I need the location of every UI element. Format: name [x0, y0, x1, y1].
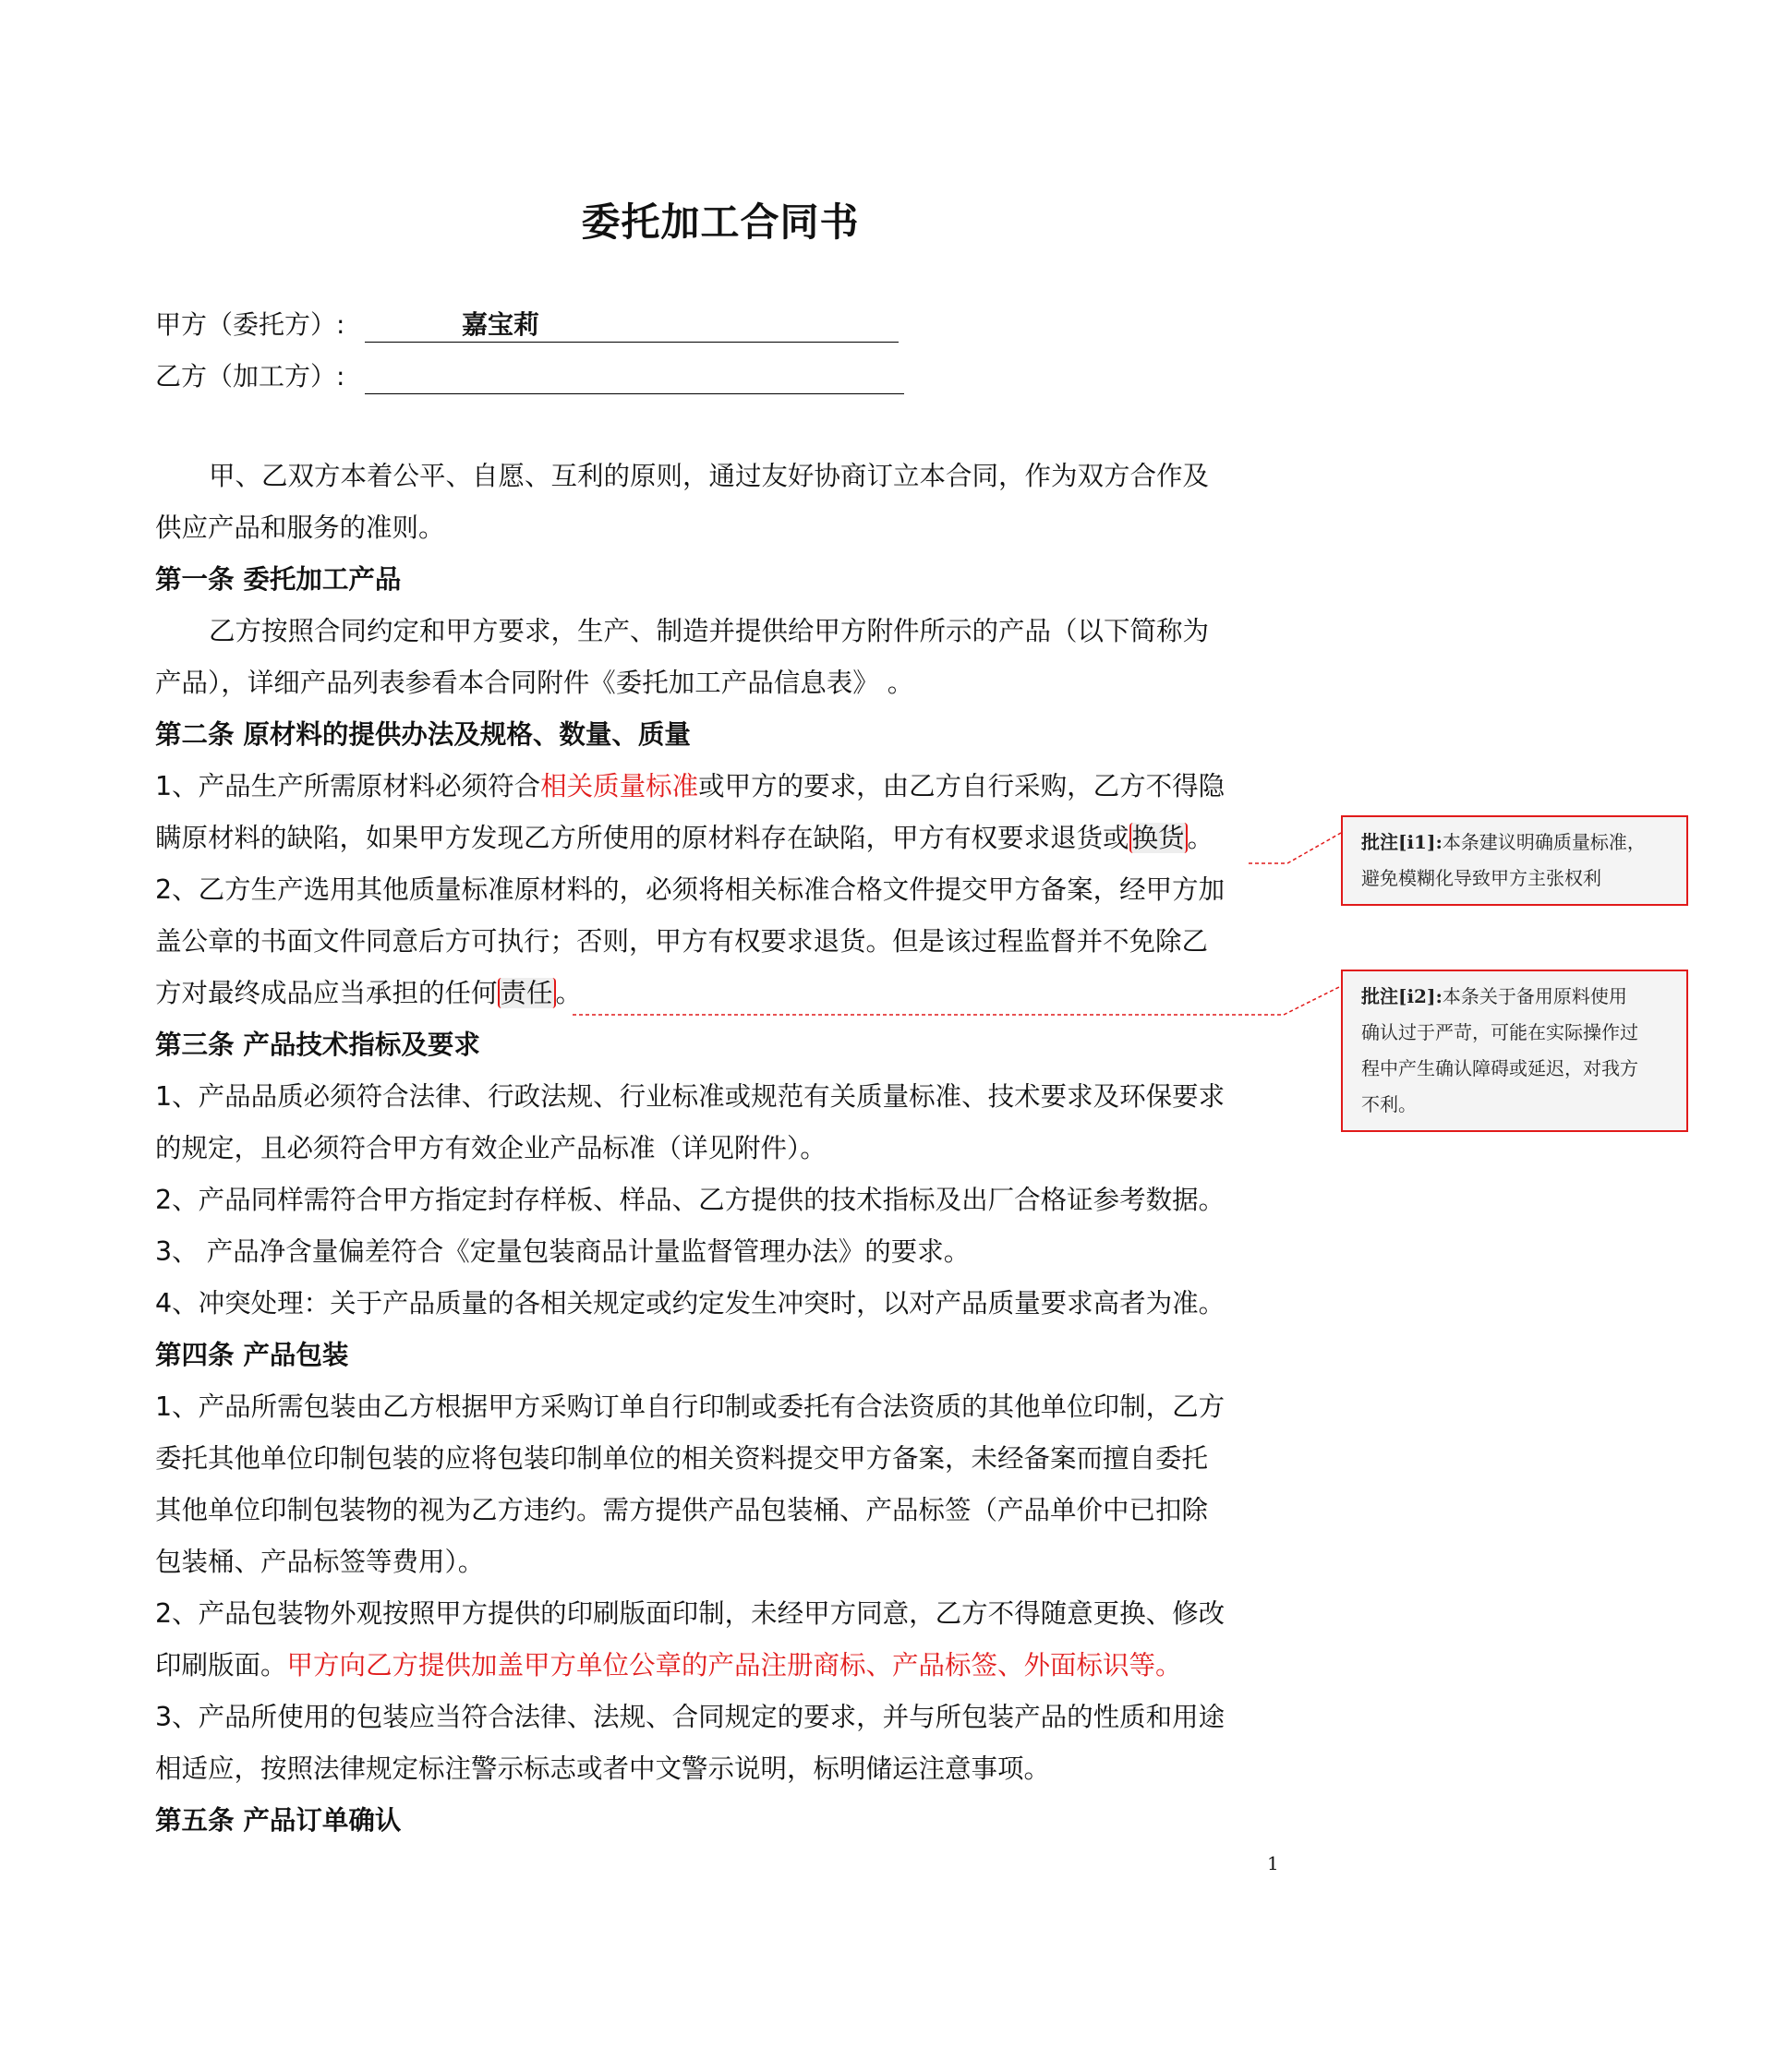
article-heading: 第二条 原材料的提供办法及规格、数量、质量	[155, 719, 691, 750]
comment-line: 避免模糊化导致甲方主张权利	[1361, 867, 1601, 889]
comment-line: 本条关于备用原料使用	[1442, 985, 1627, 1007]
paragraph: 甲、乙双方本着公平、自愿、互利的原则，通过友好协商订立本合同，作为双方合作及	[209, 461, 1210, 491]
comment-line: 确认过于严苛，可能在实际操作过	[1361, 1021, 1638, 1043]
paragraph: 1、产品品质必须符合法律、行政法规、行业标准或规范有关质量标准、技术要求及环保要求	[155, 1081, 1226, 1112]
paragraph: 盖公章的书面文件同意后方可执行；否则，甲方有权要求退货。但是该过程监督并不免除乙	[155, 926, 1209, 957]
highlighted-term-red: 甲方向乙方提供加盖甲方单位公章的产品注册商标、产品标签、外面标识等。	[286, 1650, 1182, 1680]
party-a-label: 甲方（委托方）:	[155, 309, 345, 340]
paragraph: 乙方按照合同约定和甲方要求，生产、制造并提供给甲方附件所示的产品（以下简称为	[209, 616, 1210, 646]
paragraph: 其他单位印制包装物的视为乙方违约。需方提供产品包装桶、产品标签（产品单价中已扣除	[155, 1495, 1209, 1525]
comment-line: 不利。	[1361, 1093, 1417, 1115]
comment-box-2[interactable]	[1341, 970, 1688, 1132]
party-b-label: 乙方（加工方）:	[155, 361, 345, 392]
paragraph: 包装桶、产品标签等费用）。	[155, 1547, 485, 1577]
page-number: 1	[1267, 1852, 1279, 1874]
comment-text	[1361, 825, 1677, 861]
document-title: 委托加工合同书	[581, 199, 860, 245]
paragraph: 委托其他单位印制包装的应将包装印制单位的相关资料提交甲方备案，未经备案而擅自委托	[155, 1443, 1209, 1474]
comment-anchor-1[interactable]: 换货	[1129, 823, 1188, 853]
comment-line: 程中产生确认障碍或延迟，对我方	[1361, 1057, 1638, 1079]
paragraph: 2、产品包装物外观按照甲方提供的印刷版面印制，未经甲方同意，乙方不得随意更换、修改	[155, 1598, 1226, 1629]
comment-box-1[interactable]	[1341, 815, 1688, 906]
paragraph: 3、 产品净含量偏差符合《定量包装商品计量监督管理办法》的要求。	[155, 1236, 971, 1267]
text-run: 瞒原材料的缺陷，如果甲方发现乙方所使用的原材料存在缺陷，甲方有权要求退货或	[155, 823, 1129, 853]
paragraph: 2、乙方生产选用其他质量标准原材料的，必须将相关标准合格文件提交甲方备案，经甲方加	[155, 874, 1226, 905]
highlighted-term-red: 相关质量标准	[540, 771, 699, 801]
comment-label: 批注[i1]:	[1361, 831, 1443, 853]
paragraph: 的规定，且必须符合甲方有效企业产品标准（详见附件）。	[155, 1133, 827, 1163]
text-run: 。	[1187, 823, 1214, 853]
paragraph: 相适应，按照法律规定标注警示标志或者中文警示说明，标明储运注意事项。	[155, 1753, 1051, 1784]
article-heading: 第四条 产品包装	[155, 1340, 349, 1370]
paragraph: 供应产品和服务的准则。	[155, 512, 445, 543]
comment-anchor-2[interactable]: 责任	[498, 978, 556, 1008]
comment-label: 批注[i2]:	[1361, 985, 1443, 1007]
paragraph: 2、产品同样需符合甲方指定封存样板、样品、乙方提供的技术指标及出厂合格证参考数据。	[155, 1185, 1226, 1215]
text-run: 。	[555, 978, 583, 1008]
text-run: 或甲方的要求，由乙方自行采购，乙方不得隐	[698, 771, 1226, 801]
party-a-value: 嘉宝莉	[462, 309, 540, 340]
text-run: 1、产品生产所需原材料必须符合	[155, 771, 541, 801]
article-heading: 第五条 产品订单确认	[155, 1805, 402, 1836]
paragraph: 4、冲突处理：关于产品质量的各相关规定或约定发生冲突时，以对产品质量要求高者为准。	[155, 1288, 1226, 1319]
text-run: 方对最终成品应当承担的任何	[155, 978, 498, 1008]
comment-leader-1	[1249, 833, 1341, 863]
comment-text	[1361, 979, 1677, 1015]
paragraph: 产品），详细产品列表参看本合同附件《委托加工产品信息表》 。	[155, 668, 914, 698]
paragraph: 1、产品所需包装由乙方根据甲方采购订单自行印制或委托有合法资质的其他单位印制，乙方	[155, 1391, 1226, 1422]
article-heading: 第一条 委托加工产品	[155, 564, 402, 595]
text-run: 印刷版面。	[155, 1650, 287, 1680]
paragraph: 3、产品所使用的包装应当符合法律、法规、合同规定的要求，并与所包装产品的性质和用途	[155, 1702, 1226, 1732]
comment-line: 本条建议明确质量标准，	[1442, 831, 1646, 853]
article-heading: 第三条 产品技术指标及要求	[155, 1030, 480, 1060]
comment-leader-2	[573, 986, 1341, 1015]
